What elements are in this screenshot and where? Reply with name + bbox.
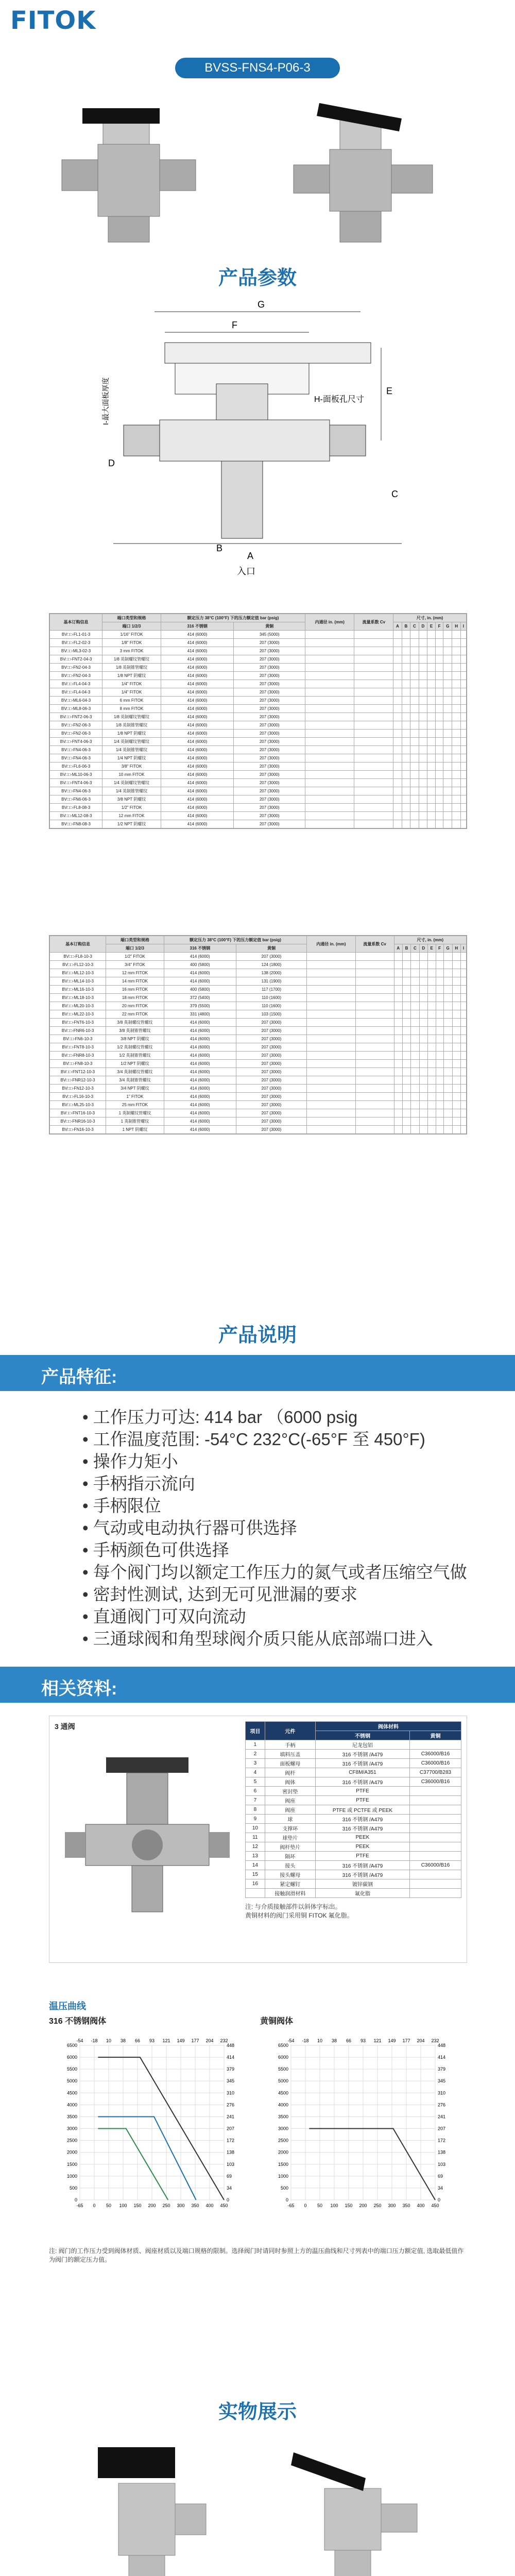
svg-text:207: 207 bbox=[438, 2126, 446, 2131]
svg-text:200: 200 bbox=[148, 2203, 156, 2208]
svg-text:3500: 3500 bbox=[66, 2114, 77, 2120]
svg-text:10: 10 bbox=[106, 2038, 112, 2043]
material-row: 11 球垫片 PEEK bbox=[246, 1833, 461, 1842]
svg-text:103: 103 bbox=[438, 2161, 446, 2167]
dim-G-label: G bbox=[258, 299, 265, 310]
svg-text:1500: 1500 bbox=[66, 2161, 77, 2167]
material-row: 8 阀座 PTFE 或 PCTFE 或 PEEK bbox=[246, 1805, 461, 1815]
table-row: BV□□-FNR6-10-3 3/8 英制锥管螺纹 414 (6000) 207 (3000) bbox=[50, 1027, 467, 1035]
table-row: BV□□-FNT4-06-3 1/4 英制螺纹管螺纹 414 (6000) 207 (3000) bbox=[50, 779, 467, 787]
feature-item: • 操作力矩小 bbox=[82, 1452, 178, 1471]
svg-text:379: 379 bbox=[227, 2066, 235, 2072]
svg-text:232: 232 bbox=[220, 2038, 228, 2043]
svg-text:100: 100 bbox=[119, 2203, 127, 2208]
svg-text:1000: 1000 bbox=[66, 2173, 77, 2179]
svg-text:448: 448 bbox=[438, 2043, 446, 2048]
table-row: BV□□-FL8-08-3 1/2" FITOK 414 (6000) 207 (3000) bbox=[50, 804, 467, 812]
svg-text:3000: 3000 bbox=[278, 2126, 288, 2131]
table-row: BV□□-FN6-10-3 3/8 NPT 阴螺纹 414 (6000) 207 (3000) bbox=[50, 1035, 467, 1043]
features-list bbox=[0, 1399, 515, 1656]
table-row: BV□□-ML8-06-3 8 mm FITOK 414 (6000) 207 (3000) bbox=[50, 705, 467, 713]
resources-band-label: 相关资料: bbox=[41, 1679, 117, 1699]
svg-text:-54: -54 bbox=[76, 2038, 83, 2043]
table-row: BV□□-ML20-10-3 20 mm FITOK 379 (5500) 110 (1600) bbox=[50, 1002, 467, 1010]
table-row: BV□□-FNT8-10-3 1/2 英制螺纹管螺纹 414 (6000) 207 (3000) bbox=[50, 1043, 467, 1052]
svg-text:93: 93 bbox=[360, 2038, 366, 2043]
product-photos bbox=[31, 88, 484, 252]
table-row: BV□□-FNT4-06-3 1/4 英制螺纹管螺纹 414 (6000) 207 (3000) bbox=[50, 738, 467, 746]
material-row: 12 阀杆垫片 PEEK bbox=[246, 1842, 461, 1852]
svg-text:-54: -54 bbox=[287, 2038, 295, 2043]
th-dims: 尺寸, in. (mm) bbox=[393, 614, 467, 622]
table-row: BV□□-FL2-02-3 1/8" FITOK 414 (6000) 207 (3000) bbox=[50, 639, 467, 647]
svg-text:2500: 2500 bbox=[66, 2138, 77, 2143]
th-brass: 黄铜 bbox=[234, 622, 305, 631]
svg-text:2500: 2500 bbox=[278, 2138, 288, 2143]
table-row: BV□□-ML14-10-3 14 mm FITOK 414 (6000) 131 (1900) bbox=[50, 977, 467, 986]
svg-text:93: 93 bbox=[149, 2038, 155, 2043]
table-row: BV□□-FL4-04-3 1/4" FITOK 414 (6000) 207 (3000) bbox=[50, 688, 467, 697]
svg-text:5500: 5500 bbox=[66, 2066, 77, 2072]
table-row: BV□□-FL4-04-3 1/4" FITOK 414 (6000) 207 (3000) bbox=[50, 680, 467, 688]
feature-item: • 手柄颜色可供选择 bbox=[82, 1540, 229, 1560]
svg-text:0: 0 bbox=[438, 2197, 441, 2202]
svg-text:310: 310 bbox=[227, 2090, 235, 2096]
dim-D-label: D bbox=[108, 458, 115, 468]
chart-left-title: 316 不锈钢阀体 bbox=[49, 2017, 107, 2026]
svg-text:3500: 3500 bbox=[278, 2114, 288, 2120]
svg-text:0: 0 bbox=[285, 2197, 288, 2202]
table-row: BV□□-FNR8-10-3 1/2 英制锥管螺纹 414 (6000) 207 (3000) bbox=[50, 1052, 467, 1060]
svg-text:276: 276 bbox=[227, 2102, 235, 2108]
dimension-drawing bbox=[93, 291, 422, 577]
svg-text:150: 150 bbox=[133, 2203, 142, 2208]
material-row: 10 支撑环 316 不锈钢 /A479 bbox=[246, 1824, 461, 1833]
svg-text:6000: 6000 bbox=[278, 2055, 288, 2060]
svg-text:177: 177 bbox=[191, 2038, 199, 2043]
svg-text:69: 69 bbox=[438, 2173, 443, 2179]
svg-text:150: 150 bbox=[345, 2203, 353, 2208]
svg-text:177: 177 bbox=[402, 2038, 410, 2043]
svg-text:6000: 6000 bbox=[66, 2055, 77, 2060]
table-row: BV□□-ML6-04-3 6 mm FITOK 414 (6000) 207 (3000) bbox=[50, 697, 467, 705]
materials-note-1: 注: 与介质接触部件以斜体字标出。 bbox=[245, 1903, 341, 1910]
svg-text:204: 204 bbox=[417, 2038, 425, 2043]
svg-text:300: 300 bbox=[177, 2203, 185, 2208]
svg-text:103: 103 bbox=[227, 2161, 235, 2167]
svg-text:500: 500 bbox=[69, 2185, 77, 2191]
table-row: BV□□-FN6-06-3 3/8 NPT 阴螺纹 414 (6000) 207 (3000) bbox=[50, 795, 467, 804]
table-row: BV□□-FNT2-06-3 1/8 英制螺纹管螺纹 414 (6000) 207 (3000) bbox=[50, 713, 467, 721]
svg-text:-18: -18 bbox=[302, 2038, 309, 2043]
th-port-sub: 端口 1/2/3 bbox=[102, 622, 161, 631]
th-port-type: 端口类型和规格 bbox=[102, 614, 161, 622]
table-row: BV□□-FN16-10-3 1 NPT 阴螺纹 414 (6000) 207 (3000) bbox=[50, 1126, 467, 1134]
brand-logo: FITOK bbox=[10, 6, 96, 35]
svg-text:0: 0 bbox=[74, 2197, 77, 2202]
svg-text:100: 100 bbox=[330, 2203, 338, 2208]
svg-text:149: 149 bbox=[388, 2038, 396, 2043]
table-row: BV□□-FL16-10-3 1" FITOK 414 (6000) 207 (3000) bbox=[50, 1093, 467, 1101]
svg-text:2000: 2000 bbox=[278, 2149, 288, 2155]
table-row: BV□□-FN2-06-3 1/8 NPT 阴螺纹 414 (6000) 207 (3000) bbox=[50, 730, 467, 738]
svg-text:448: 448 bbox=[227, 2043, 235, 2048]
svg-text:350: 350 bbox=[402, 2203, 410, 2208]
svg-text:241: 241 bbox=[227, 2114, 235, 2120]
material-row: 5 阀体 316 不锈钢 /A479 C36000/B16 bbox=[246, 1777, 461, 1787]
table-row: BV□□-FNR12-10-3 3/4 英制锥管螺纹 414 (6000) 207 (3000) bbox=[50, 1076, 467, 1084]
svg-text:10: 10 bbox=[317, 2038, 323, 2043]
material-row: 9 球 316 不锈钢 /A479 bbox=[246, 1815, 461, 1824]
svg-text:50: 50 bbox=[106, 2203, 112, 2208]
svg-text:6500: 6500 bbox=[66, 2043, 77, 2048]
table-row: BV□□-ML3-02-3 3 mm FITOK 414 (6000) 207 (3000) bbox=[50, 647, 467, 655]
charts-section-title: 温压曲线 bbox=[49, 2001, 86, 2011]
svg-text:172: 172 bbox=[438, 2138, 446, 2143]
dim-E-label: E bbox=[386, 386, 393, 396]
table-row: BV□□-FNT6-10-3 3/8 英制螺纹管螺纹 414 (6000) 207 (3000) bbox=[50, 1019, 467, 1027]
svg-text:50: 50 bbox=[317, 2203, 323, 2208]
table-row: BV□□-FL1-01-3 1/16" FITOK 414 (6000) 345 (5000) bbox=[50, 631, 467, 639]
handle-hole-label: H-面板孔尺寸 bbox=[314, 395, 364, 404]
table-row: BV□□-FN2-06-3 1/8 英制锥管螺纹 414 (6000) 207 (3000) bbox=[50, 721, 467, 730]
section-title-desc: 产品说明 bbox=[218, 1325, 297, 1346]
table-row: BV□□-ML25-10-3 25 mm FITOK 414 (6000) 207 (3000) bbox=[50, 1101, 467, 1109]
charts-note: 注: 阀门的工作压力受到阀体材质、阀座材质以及端口规格的限制。选择阀门时请同时参照上方的温压曲线和尺寸列表中的端口压力额定值, 选取最低值作为阀门的额定压力值。 bbox=[49, 2247, 464, 2263]
section-title-showcase: 实物展示 bbox=[218, 2401, 297, 2423]
material-row: 16 紧定螺钉 镀锌碳钢 bbox=[246, 1879, 461, 1889]
svg-text:379: 379 bbox=[438, 2066, 446, 2072]
svg-text:5000: 5000 bbox=[278, 2078, 288, 2084]
table-row: BV□□-FN4-06-3 1/4 英制锥管螺纹 414 (6000) 207 (3000) bbox=[50, 787, 467, 795]
valve-cutaway bbox=[55, 1737, 240, 1922]
svg-text:-65: -65 bbox=[76, 2203, 83, 2208]
table-row: BV□□-FN8-10-3 1/2 NPT 阴螺纹 414 (6000) 207 (3000) bbox=[50, 1060, 467, 1068]
materials-note-2: 黄铜材料的阀门采用铜 FITOK 氟化脂。 bbox=[245, 1912, 353, 1919]
svg-text:0: 0 bbox=[93, 2203, 96, 2208]
table-row: BV□□-FNT2-04-3 1/8 英制螺纹管螺纹 414 (6000) 207 (3000) bbox=[50, 655, 467, 664]
section-title-params: 产品参数 bbox=[218, 267, 297, 289]
th-pressure: 额定压力 38°C (100°F) 下的压力额定值 bar (psig) bbox=[161, 614, 305, 622]
svg-text:5000: 5000 bbox=[66, 2078, 77, 2084]
svg-text:4500: 4500 bbox=[66, 2090, 77, 2096]
svg-text:207: 207 bbox=[227, 2126, 235, 2131]
showcase-photos bbox=[77, 2432, 438, 2576]
chart-right-title: 黄铜阀体 bbox=[260, 2017, 294, 2026]
svg-text:121: 121 bbox=[162, 2038, 170, 2043]
svg-text:232: 232 bbox=[431, 2038, 439, 2043]
svg-text:4000: 4000 bbox=[66, 2102, 77, 2108]
table-row: BV□□-FN2-04-3 1/8 NPT 阴螺纹 414 (6000) 207 (3000) bbox=[50, 672, 467, 680]
dim-A-label: A bbox=[247, 551, 254, 561]
material-row: 15 接头螺母 316 不锈钢 /A479 bbox=[246, 1870, 461, 1879]
material-row: 2 填料压盖 316 不锈钢 /A479 C36000/B16 bbox=[246, 1750, 461, 1759]
svg-text:450: 450 bbox=[431, 2203, 439, 2208]
table-row: BV□□-ML22-10-3 22 mm FITOK 331 (4800) 103 (1500) bbox=[50, 1010, 467, 1019]
spec-table-2: 基本订购信息 端口类型和规格 额定压力 38°C (100°F) 下的压力额定值 bar (psig) 内通径 in. (mm) 流量系数 Cv 尺寸, in. (mm) 端口 1/2/3 316 不锈钢 黄铜 A B C D E F G H I BV□□-FL8-10-3 1/2" FITOK 414 (6000) 207 (3000) BV□□-FL12-10-3 3/4" FITOK 400 (5800) 124 (1800) BV□□-ML12-10-3 12 mm FITOK 414 (6000) 138 (2000) BV□□-ML14-10-3 14 mm FITOK 414 (6000) 131 (1900) BV□□-ML16-10-3 16 mm FITOK 400 (5800) 117 (1700) BV□□-ML18-10-3 18 mm FITOK 372 (5400) 110 (1600) BV□□-ML20-10-3 20 mm FITOK 379 (5500) 110 (1600) BV□□-ML22-10-3 22 mm FITOK 331 (4800) 103 (1500) BV□□-FNT6-10-3 3/8 英制螺纹管螺纹 414 (6000) 207 (3000) BV□□-FNR6-10-3 3/8 英制锥管螺纹 414 (6000) 207 (3000) BV□□-FN6-10-3 3/8 NPT 阴螺纹 414 (6000) 207 (3000) BV□□-FNT8-10-3 1/2 英制螺纹管螺纹 414 (6000) 207 (3000) BV□□-FNR8-10-3 1/2 英制锥管螺纹 414 (6000) 207 (3000) BV□□-FN8-10-3 1/2 NPT 阴螺纹 414 (6000) 207 (3000) BV□□-FNT12-10-3 3/4 英制螺纹管螺纹 414 (6000) 207 (3000) BV□□-FNR12-10-3 3/4 英制锥管螺纹 414 (6000) 207 (3000) BV□□-FN12-10-3 3/4 NPT 阴螺纹 414 (6000) 207 (3000) BV□□-FL16-10-3 1" FITOK 414 (6000) 207 (3000) BV□□-ML25-10-3 25 mm FITOK 414 (6000) 207 (3000) BV□□-FNT16-10-3 1 英制螺纹管螺纹 414 (6000) 207 (3000) BV□□-FNR16-10-3 1 英制锥管螺纹 414 (6000) 207 (3000) BV□□-FN16-10-3 1 NPT 阴螺纹 414 (6000) 207 (3000) bbox=[49, 935, 467, 1134]
svg-text:345: 345 bbox=[438, 2078, 446, 2084]
table-row: BV□□-FL8-10-3 1/2" FITOK 414 (6000) 207 (3000) bbox=[50, 953, 467, 961]
svg-text:204: 204 bbox=[205, 2038, 214, 2043]
table-row: BV□□-FN4-06-3 1/4 英制锥管螺纹 414 (6000) 207 (3000) bbox=[50, 746, 467, 754]
material-row: 13 隔环 PTFE bbox=[246, 1852, 461, 1861]
table-row: BV□□-FNT16-10-3 1 英制螺纹管螺纹 414 (6000) 207 (3000) bbox=[50, 1109, 467, 1117]
svg-text:38: 38 bbox=[120, 2038, 126, 2043]
material-row: 3 面板螺母 316 不锈钢 /A479 C36000/B16 bbox=[246, 1759, 461, 1768]
table-row: BV□□-FN12-10-3 3/4 NPT 阴螺纹 414 (6000) 207 (3000) bbox=[50, 1084, 467, 1093]
svg-text:400: 400 bbox=[205, 2203, 214, 2208]
materials-valve-label: 3 通阀 bbox=[55, 1722, 75, 1731]
panel-max-label: I-最大面板厚度 bbox=[101, 377, 110, 425]
table-row: BV□□-ML16-10-3 16 mm FITOK 400 (5800) 117 (1700) bbox=[50, 986, 467, 994]
feature-item: • 工作温度范围: -54°C 232°C(-65°F 至 450°F) bbox=[82, 1430, 425, 1449]
dim-B-label: B bbox=[216, 543, 223, 553]
table-row: BV□□-FL12-10-3 3/4" FITOK 400 (5800) 124 (1800) bbox=[50, 961, 467, 969]
svg-text:149: 149 bbox=[177, 2038, 185, 2043]
svg-text:4500: 4500 bbox=[278, 2090, 288, 2096]
feature-item: • 手柄限位 bbox=[82, 1496, 161, 1515]
svg-text:38: 38 bbox=[331, 2038, 337, 2043]
features-band-label: 产品特征: bbox=[41, 1367, 117, 1387]
svg-text:6500: 6500 bbox=[278, 2043, 288, 2048]
material-row: 7 阀座 PTFE bbox=[246, 1796, 461, 1805]
svg-text:450: 450 bbox=[220, 2203, 228, 2208]
table-row: BV□□-FN2-04-3 1/8 英制锥管螺纹 414 (6000) 207 (3000) bbox=[50, 664, 467, 672]
material-row: 14 接头 316 不锈钢 /A479 C36000/B16 bbox=[246, 1861, 461, 1870]
svg-text:34: 34 bbox=[227, 2185, 232, 2191]
model-title: BVSS-FNS4-P06-3 bbox=[175, 58, 340, 78]
feature-item: • 手柄指示流向 bbox=[82, 1474, 195, 1493]
svg-text:2000: 2000 bbox=[66, 2149, 77, 2155]
material-row: 1 手柄 尼龙包铝 bbox=[246, 1740, 461, 1750]
chart-brass bbox=[260, 2030, 466, 2236]
feature-item: • 密封性测试, 达到无可见泄漏的要求 bbox=[82, 1585, 358, 1604]
table-row: BV□□-FN4-06-3 1/4 NPT 阴螺纹 414 (6000) 207 (3000) bbox=[50, 754, 467, 762]
svg-text:350: 350 bbox=[191, 2203, 199, 2208]
svg-text:250: 250 bbox=[162, 2203, 170, 2208]
dim-C-label: C bbox=[391, 489, 398, 499]
svg-text:138: 138 bbox=[227, 2149, 235, 2155]
svg-text:241: 241 bbox=[438, 2114, 446, 2120]
table-row: BV□□-ML12-10-3 12 mm FITOK 414 (6000) 138 (2000) bbox=[50, 969, 467, 977]
svg-text:-18: -18 bbox=[91, 2038, 98, 2043]
spec-table-1: 基本订购信息 端口类型和规格 额定压力 38°C (100°F) 下的压力额定值 bar (psig) 内通径 in. (mm) 流量系数 Cv 尺寸, in. (mm) 端口 1/2/3 316 不锈钢 黄铜 A B C D E F G H I BV□□-FL1-01-3 1/16" FITOK 414 (6000) 345 (5000) BV□□-FL2-02-3 1/8" FITOK 414 (6000) 207 (3000) BV□□-ML3-02-3 3 mm FITOK 414 (6000) 207 (3000) BV□□-FNT2-04-3 1/8 英制螺纹管螺纹 414 (6000) 207 (3000) BV□□-FN2-04-3 1/8 英制锥管螺纹 414 (6000) 207 (3000) BV□□-FN2-04-3 1/8 NPT 阴螺纹 414 (6000) 207 (3000) BV□□-FL4-04-3 1/4" FITOK 414 (6000) 207 (3000) BV□□-FL4-04-3 1/4" FITOK 414 (6000) 207 (3000) BV□□-ML6-04-3 6 mm FITOK 414 (6000) 207 (3000) BV□□-ML8-06-3 8 mm FITOK 414 (6000) 207 (3000) BV□□-FNT2-06-3 1/8 英制螺纹管螺纹 414 (6000) 207 (3000) BV□□-FN2-06-3 1/8 英制锥管螺纹 414 (6000) 207 (3000) BV□□-FN2-06-3 1/8 NPT 阴螺纹 414 (6000) 207 (3000) BV□□-FNT4-06-3 1/4 英制螺纹管螺纹 414 (6000) 207 (3000) BV□□-FN4-06-3 1/4 英制锥管螺纹 414 (6000) 207 (3000) BV□□-FN4-06-3 1/4 NPT 阴螺纹 414 (6000) 207 (3000) BV□□-FL6-06-3 3/8" FITOK 414 (6000) 207 (3000) BV□□-ML10-06-3 10 mm FITOK 414 (6000) 207 (3000) BV□□-FNT4-06-3 1/4 英制螺纹管螺纹 414 (6000) 207 (3000) BV□□-FN4-06-3 1/4 英制锥管螺纹 414 (6000) 207 (3000) BV□□-FN6-06-3 3/8 NPT 阴螺纹 414 (6000) 207 (3000) BV□□-FL8-08-3 1/2" FITOK 414 (6000) 207 (3000) BV□□-ML12-08-3 12 mm FITOK 414 (6000) 207 (3000) BV□□-FN8-08-3 1/2 NPT 阴螺纹 414 (6000) 207 (3000) bbox=[49, 613, 467, 829]
svg-text:300: 300 bbox=[388, 2203, 396, 2208]
material-row: 接触润滑材料 氟化脂 bbox=[246, 1889, 461, 1898]
svg-text:414: 414 bbox=[438, 2055, 446, 2060]
table-row: BV□□-FN8-08-3 1/2 NPT 阴螺纹 414 (6000) 207 (3000) bbox=[50, 820, 467, 828]
svg-text:34: 34 bbox=[438, 2185, 443, 2191]
svg-text:4000: 4000 bbox=[278, 2102, 288, 2108]
svg-text:66: 66 bbox=[134, 2038, 141, 2043]
svg-text:69: 69 bbox=[227, 2173, 232, 2179]
th-inner: 内通径 in. (mm) bbox=[305, 614, 354, 631]
svg-text:1000: 1000 bbox=[278, 2173, 288, 2179]
svg-text:-65: -65 bbox=[287, 2203, 295, 2208]
svg-text:172: 172 bbox=[227, 2138, 235, 2143]
svg-text:500: 500 bbox=[280, 2185, 288, 2191]
feature-item: • 直通阀门可双向流动 bbox=[82, 1607, 246, 1626]
feature-item: • 每个阀门均以额定工作压力的氮气或者压缩空气做 bbox=[82, 1563, 467, 1582]
svg-text:276: 276 bbox=[438, 2102, 446, 2108]
table-row: BV□□-FNT12-10-3 3/4 英制螺纹管螺纹 414 (6000) 207 (3000) bbox=[50, 1068, 467, 1076]
svg-text:3000: 3000 bbox=[66, 2126, 77, 2131]
svg-text:400: 400 bbox=[417, 2203, 425, 2208]
feature-item: • 气动或电动执行器可供选择 bbox=[82, 1518, 297, 1537]
pressure-temp-section bbox=[49, 1999, 467, 2318]
svg-text:0: 0 bbox=[227, 2197, 230, 2202]
inlet-label: 入口 bbox=[237, 566, 255, 577]
table-row: BV□□-ML12-08-3 12 mm FITOK 414 (6000) 207 (3000) bbox=[50, 812, 467, 820]
svg-text:200: 200 bbox=[359, 2203, 367, 2208]
material-row: 6 密封垫 PTFE bbox=[246, 1787, 461, 1796]
th-flow: 流量系数 Cv bbox=[354, 614, 393, 631]
material-row: 4 阀杆 CF8M/A351 C37700/B283 bbox=[246, 1768, 461, 1777]
th-part-no: 基本订购信息 bbox=[50, 614, 102, 631]
svg-text:345: 345 bbox=[227, 2078, 235, 2084]
feature-item: • 三通球阀和角型球阀介质只能从底部端口进入 bbox=[82, 1629, 433, 1648]
materials-panel bbox=[49, 1716, 467, 1963]
svg-text:0: 0 bbox=[304, 2203, 307, 2208]
table-row: BV□□-FL6-06-3 3/8" FITOK 414 (6000) 207 (3000) bbox=[50, 762, 467, 771]
dim-F-label: F bbox=[232, 320, 237, 330]
svg-text:414: 414 bbox=[227, 2055, 235, 2060]
chart-ss316 bbox=[49, 2030, 255, 2236]
svg-text:66: 66 bbox=[346, 2038, 352, 2043]
svg-text:5500: 5500 bbox=[278, 2066, 288, 2072]
svg-text:1500: 1500 bbox=[278, 2161, 288, 2167]
svg-text:138: 138 bbox=[438, 2149, 446, 2155]
table-row: BV□□-ML18-10-3 18 mm FITOK 372 (5400) 110 (1600) bbox=[50, 994, 467, 1002]
svg-text:121: 121 bbox=[373, 2038, 382, 2043]
table-row: BV□□-FNR16-10-3 1 英制锥管螺纹 414 (6000) 207 (3000) bbox=[50, 1117, 467, 1126]
materials-table: 项目 元件 阀体材料 不锈钢 黄铜 1 手柄 尼龙包铝 2 填料压盖 316 不锈钢 /A479 C36000/B16 3 面板螺母 316 不锈钢 /A479 C36000/B16 4 阀杆 CF8M/A351 C37700/B283 5 阀体 316 不锈钢 /A479 C36000/B16 6 密封垫 PTFE 7 阀座 PTFE 8 阀座 PTFE 或 PCTFE 或 PEEK 9 球 316 不锈钢 /A479 10 支撑环 316 不锈钢 /A479 11 球垫片 PEEK 12 阀杆垫片 PEEK 13 隔环 PTFE 14 接头 316 不锈钢 /A479 C36000/B16 15 接头螺母 316 不锈钢 /A479 16 紧定螺钉 镀锌碳钢 接触润滑材料 氟化脂 bbox=[245, 1721, 461, 1898]
th-316: 316 不锈钢 bbox=[161, 622, 233, 631]
feature-item: • 工作压力可达: 414 bar （6000 psig bbox=[82, 1408, 358, 1427]
svg-text:310: 310 bbox=[438, 2090, 446, 2096]
table-row: BV□□-ML10-06-3 10 mm FITOK 414 (6000) 207 (3000) bbox=[50, 771, 467, 779]
svg-text:250: 250 bbox=[373, 2203, 382, 2208]
